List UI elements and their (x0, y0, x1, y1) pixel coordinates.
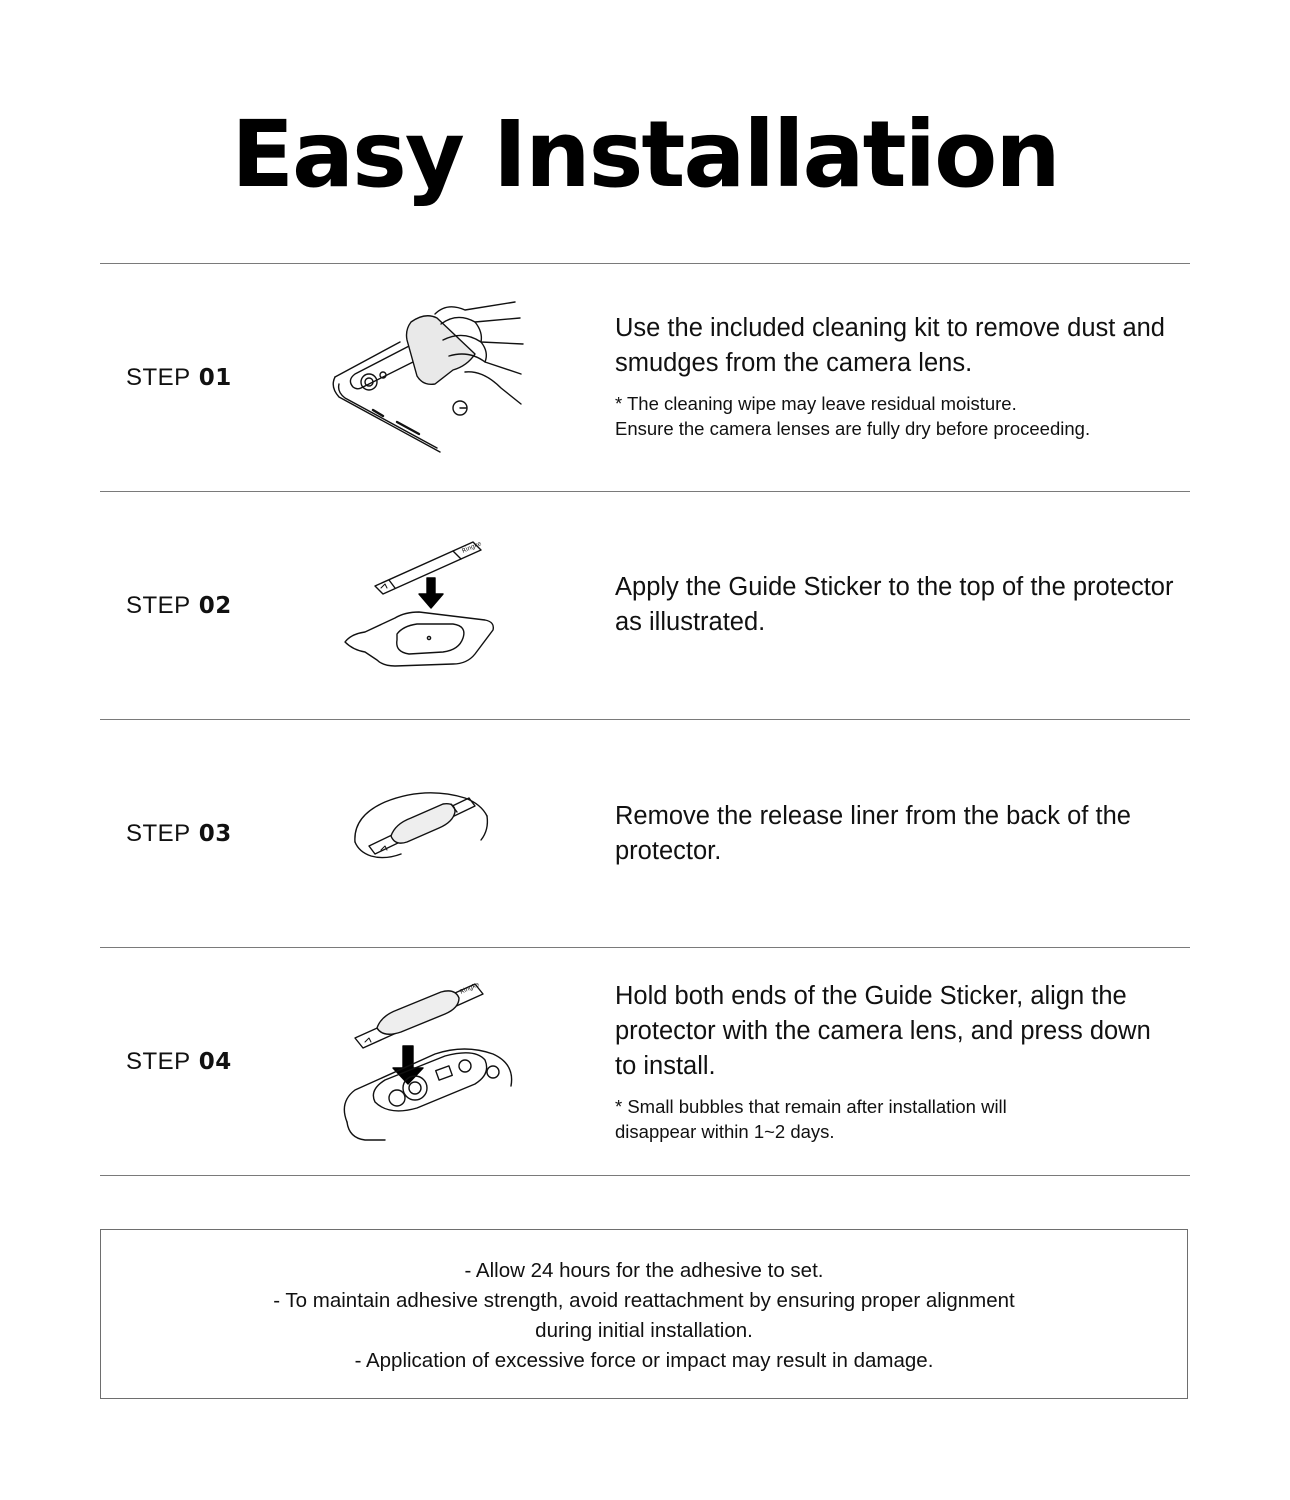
brand-label: Ringke (460, 540, 483, 555)
step-label (126, 592, 232, 620)
step-03 (100, 720, 1190, 948)
step-text (615, 311, 1175, 441)
step-instruction: Remove the release liner from the back of the protector. (615, 802, 1131, 865)
press-install-icon (325, 962, 535, 1162)
note-line: - Allow 24 hours for the adhesive to set. (464, 1259, 824, 1282)
step-number: 01 (198, 365, 232, 391)
step-instruction: Apply the Guide Sticker to the top of the protector as illustrated. (615, 573, 1174, 636)
step-text (615, 570, 1175, 640)
step-number: 04 (198, 1049, 232, 1075)
step-word: STEP (126, 592, 191, 619)
step-text (615, 979, 1175, 1144)
note-line: - Application of excessive force or impact may result in damage. (354, 1349, 934, 1372)
peel-liner-icon (325, 734, 535, 934)
notes-box (100, 1229, 1188, 1399)
step-label (126, 1048, 232, 1076)
note-line: - To maintain adhesive strength, avoid reattachment by ensuring proper alignment (273, 1289, 1015, 1312)
step-01 (100, 264, 1190, 492)
step-label (126, 364, 232, 392)
step-instruction: Hold both ends of the Guide Sticker, align the protector with the camera lens, and press down to install. (615, 982, 1151, 1080)
brand-label: Ringke (458, 981, 481, 996)
step-number: 03 (198, 821, 232, 847)
step-instruction: Use the included cleaning kit to remove dust and smudges from the camera lens. (615, 314, 1165, 377)
step-word: STEP (126, 364, 191, 391)
step-word: STEP (126, 1048, 191, 1075)
cleaning-wipe-icon (325, 292, 535, 492)
step-label (126, 820, 232, 848)
page-title: Easy Installation (231, 101, 1059, 208)
step-number: 02 (198, 593, 232, 619)
step-02 (100, 492, 1190, 720)
step-04 (100, 948, 1190, 1176)
step-text (615, 799, 1175, 869)
note-line: during initial installation. (535, 1319, 753, 1342)
step-note: * The cleaning wipe may leave residual moisture. Ensure the camera lenses are fully dry before proceeding. (615, 393, 1091, 439)
step-note: * Small bubbles that remain after installation will disappear within 1~2 days. (615, 1096, 1007, 1142)
guide-sticker-icon (325, 514, 535, 714)
step-word: STEP (126, 820, 191, 847)
divider (100, 1175, 1190, 1176)
